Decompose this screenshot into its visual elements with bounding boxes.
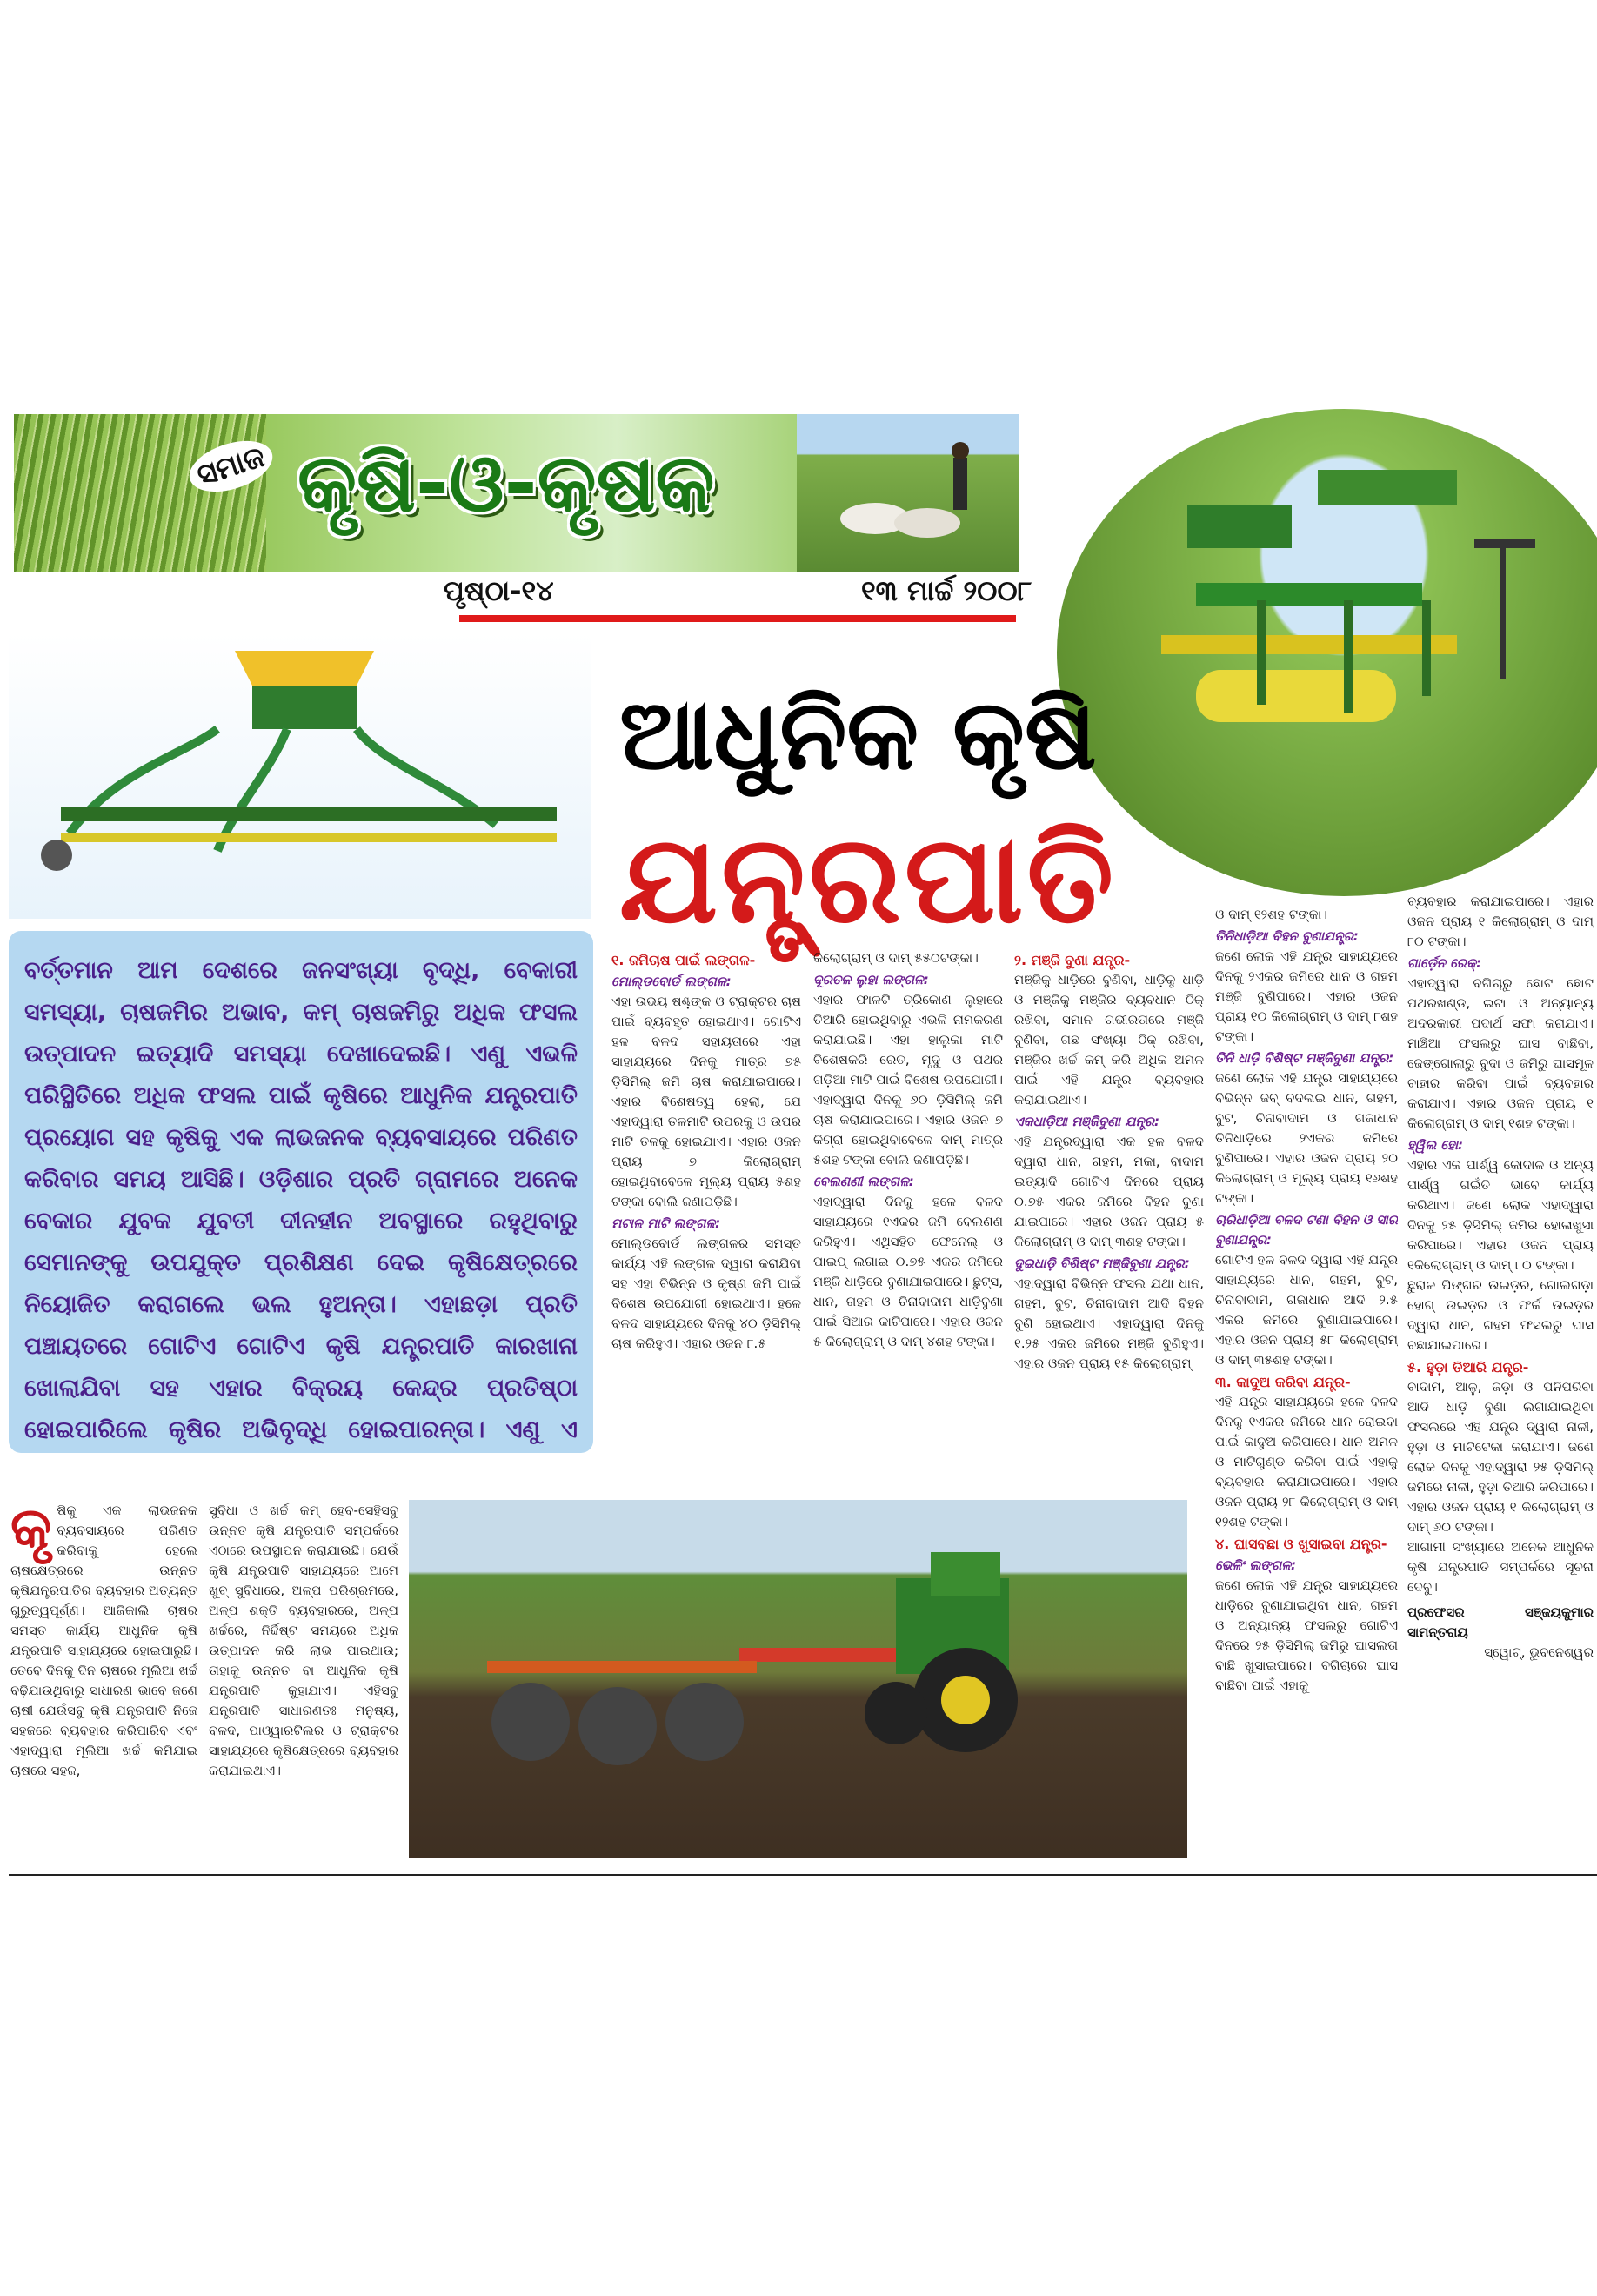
author-byline: ପ୍ରଫେସର ସଞ୍ଜୟକୁମାର ସାମନ୍ତରାୟ xyxy=(1407,1604,1594,1640)
article-column-5 xyxy=(1407,892,1594,1871)
page-number: ପୃଷ୍ଠା-୧୪ xyxy=(444,574,554,607)
section-heading: ୧. ଜମିଚାଷ ପାଇଁ ଲଙ୍ଗଳ- xyxy=(611,952,756,968)
article-column-4 xyxy=(1215,905,1398,1866)
paragraph: ଷିକୁ ଏକ ଲାଭଜନକ ବ୍ୟବସାୟରେ ପରିଣତ କରିବାକୁ ହେଲେ ଚାଷକ୍ଷେତ୍ରରେ ଉନ୍ନତ କୃଷିଯନ୍ତ୍ରପାତିର ବ୍ୟବହାର ଅତ୍ୟନ୍ତ ଗୁରୁତ୍ୱପୂର୍ଣ୍ଣ। ଆଜିକାଲି ଚାଷର ସମସ୍ତ କାର୍ଯ୍ୟ ଆଧୁନିକ କୃଷି ଯନ୍ତ୍ରପାତି ସାହାଯ୍ୟରେ ହୋଇପାରୁଛି। ତେବେ ଦିନକୁ ଦିନ ଚାଷରେ ମୂଲିଆ ଖର୍ଚ୍ଚ ବଢ଼ିଯାଉଥିବାରୁ ସାଧାରଣ ଭାବେ ଜଣେ ଚାଷୀ ଯେଉଁସବୁ କୃଷି ଯନ୍ତ୍ରପାତି ନିଜେ ସହଜରେ ବ୍ୟବହାର କରିପାରିବ ଏବଂ ଏହାଦ୍ୱାରା ମୂଲିଆ ଖର୍ଚ୍ଚ କମିଯାଇ ଚାଷରେ ସହଜ, xyxy=(10,1503,197,1778)
paragraph: ଜଣେ ଲୋକ ଏହି ଯନ୍ତ୍ର ସାହାଯ୍ୟରେ ଦିନକୁ ୨ଏକର ଜମିରେ ଧାନ ଓ ଗହମ ମଞ୍ଜି ବୁଣିପାରେ। ଏହାର ଓଜନ ପ୍ରାୟ ୧୦ କିଲୋଗ୍ରାମ୍ ଓ ଦାମ୍ ୮ଶହ ଟଙ୍କା। xyxy=(1215,948,1398,1044)
subheading: ବେଲଣଣୀ ଲଙ୍ଗଳ: xyxy=(813,1174,914,1189)
section-heading: ୪. ଘାସବଛା ଓ ଖୁସାଇବା ଯନ୍ତ୍ର- xyxy=(1215,1536,1387,1552)
paragraph: ବାଦାମ, ଆଳୁ, ଜଡ଼ା ଓ ପନିପରିବା ଆଦି ଧାଡ଼ି ବୁଣା ଲଗାଯାଇଥିବା ଫସଲରେ ଏହି ଯନ୍ତ୍ର ଦ୍ୱାରା ନାଳୀ, ହୁଡ଼ା ଓ ମାଟିଟେକା କରାଯାଏ। ଜଣେ ଲୋକ ଦିନକୁ ଏହାଦ୍ୱାରା ୨୫ ଡ଼ିସିମିଲ୍ ଜମିରେ ନାଳୀ, ହୁଡ଼ା ତିଆରି କରିପାରେ। ଏହାର ଓଜନ ପ୍ରାୟ ୧ କିଲୋଗ୍ରାମ୍ ଓ ଦାମ୍ ୬୦ ଟଙ୍କା। xyxy=(1407,1379,1594,1535)
headline-line-1: ଆଧୁନିକ କୃଷି xyxy=(619,679,1097,792)
headline-line-2: ଯନ୍ତ୍ରପାତି xyxy=(619,809,1118,951)
section-heading: ୫. ହୁଡ଼ା ତିଆରି ଯନ୍ତ୍ର- xyxy=(1407,1359,1529,1376)
subheading: ଗାର୍ଡ଼େନ ରେକ୍: xyxy=(1407,955,1482,971)
paragraph: ଜଣେ ଲୋକ ଏହି ଯନ୍ତ୍ର ସାହାଯ୍ୟରେ ବିଭିନ୍ନ ଜବ୍ ବଦଳାଇ ଧାନ, ଗହମ, ବୁଟ, ଚିନାବାଦାମ ଓ ଗଜାଧାନ ତିନିଧାଡ଼ିରେ ୨ଏକର ଜମିରେ ବୁଣିପାରେ। ଏହାର ଓଜନ ପ୍ରାୟ ୨୦ କିଲୋଗ୍ରାମ୍ ଓ ମୂଲ୍ୟ ପ୍ରାୟ ୧୬ଶହ ଟଙ୍କା। xyxy=(1215,1070,1398,1206)
cultivator-photo xyxy=(1057,409,1597,896)
paragraph: ଏହା ଉଭୟ ଷଣ୍ଢ଼ଙ୍କ ଓ ଟ୍ରାକ୍ଟର ଚାଷ ପାଇଁ ବ୍ୟବହୃତ ହୋଇଥାଏ। ଗୋଟିଏ ହଳ ବଳଦ ସହାୟତାରେ ଏହା ସାହାଯ୍ୟରେ ଦିନକୁ ମାତ୍ର ୭୫ ଡ଼ିସିମିଲ୍ ଜମି ଚାଷ କରାଯାଇପାରେ। ଏହାର ବିଶେଷତ୍ୱ ହେଲା, ଯେ ଏହାଦ୍ୱାରା ତଳମାଟି ଉପରକୁ ଓ ଉପର ମାଟି ତଳକୁ ହୋଇଯାଏ। ଏହାର ଓଜନ ପ୍ରାୟ ୭ କିଲୋଗ୍ରାମ୍ ହୋଇଥିବାବେଳେ ମୂଲ୍ୟ ପ୍ରାୟ ୫ଶହ ଟଙ୍କା ବୋଲି ଜଣାପଡ଼ିଛି। xyxy=(611,994,801,1209)
newspaper-brand: ସମାଜ xyxy=(183,432,278,501)
paragraph: ଏହି ଯନ୍ତ୍ର ସାହାଯ୍ୟରେ ହଳେ ବଳଦ ଦିନକୁ ୧ଏକର ଜମିରେ ଧାନ ରୋଇବା ପାଇଁ କାଦୁଅ କରିପାରେ। ଧାନ ଅମଳ ଓ ମାଟିଗୁଣ୍ଡ କରିବା ପାଇଁ ଏହାକୁ ବ୍ୟବହାର କରାଯାଇପାରେ। ଏହାର ଓଜନ ପ୍ରାୟ ୨୮ କିଲୋଗ୍ରାମ୍ ଓ ଦାମ୍ ୧୨ଶହ ଟଙ୍କା। xyxy=(1215,1394,1398,1530)
subheading: ଏକଧାଡ଼ିଆ ମଞ୍ଜିବୁଣା ଯନ୍ତ୍ର: xyxy=(1014,1114,1160,1129)
paragraph: ମୋଲ୍ଡବୋର୍ଡ ଲଙ୍ଗଳର ସମସ୍ତ କାର୍ଯ୍ୟ ଏହି ଲଙ୍ଗଳ ଦ୍ୱାରା କରାଯିବା ସହ ଏହା ବିଭିନ୍ନ ଓ କୃଷ୍ଣ ଜମି ପାଇଁ ବିଶେଷ ଉପଯୋଗୀ ହୋଇଥାଏ। ହଳେ ବଳଦ ସାହାଯ୍ୟରେ ଦିନକୁ ୪୦ ଡ଼ିସିମିଲ୍ ଚାଷ କରିହୁଏ। ଏହାର ଓଜନ ୮.୫ xyxy=(611,1235,801,1351)
header-divider xyxy=(459,615,1016,622)
ploughing-field-image xyxy=(797,414,1019,572)
author-place: ସ୍ୱୋଟ୍, ଭୁବନେଶ୍ୱର xyxy=(1484,1644,1594,1660)
paragraph: ଓ ଦାମ୍ ୧୨ଶହ ଟଙ୍କା। xyxy=(1215,907,1327,922)
paddy-crop-image xyxy=(14,414,266,572)
paragraph: ଏହାର ଏକ ପାର୍ଶ୍ୱ କୋଦାଳ ଓ ଅନ୍ୟ ପାର୍ଶ୍ୱ ଗଇଁତି ଭାବେ କାର୍ଯ୍ୟ କରିଥାଏ। ଜଣେ ଲୋକ ଏହାଦ୍ୱାରା ଦିନକୁ ୨୫ ଡ଼ିସିମିଲ୍ ଜମିର ହୋଳାଖୁସା କରିପାରେ। ଏହାର ଓଜନ ପ୍ରାୟ ୧କିଲୋଗ୍ରାମ୍ ଓ ଦାମ୍ ୮୦ ଟଙ୍କା। xyxy=(1407,1157,1594,1273)
paragraph: ମଞ୍ଜିକୁ ଧାଡ଼ିରେ ବୁଣିବା, ଧାଡ଼ିକୁ ଧାଡ଼ି ଓ ମଞ୍ଜିକୁ ମଞ୍ଜିର ବ୍ୟବଧାନ ଠିକ୍ ରଖିବା, ସମାନ ଗଭୀରତାରେ ମଞ୍ଜି ବୁଣିବା, ଗଛ ସଂଖ୍ୟା ଠିକ୍ ରଖିବା, ମଞ୍ଜିର ଖର୍ଚ୍ଚ କମ୍ କରି ଅଧିକ ଅମଳ ପାଇଁ ଏହି ଯନ୍ତ୍ର ବ୍ୟବହାର କରାଯାଇଥାଏ। xyxy=(1014,972,1204,1108)
masthead-banner xyxy=(14,414,1019,572)
subheading: ତିନିଧାଡ଼ିଆ ବିହନ ବୁଣାଯନ୍ତ୍ର: xyxy=(1215,928,1359,944)
subheading: ମୋଲ୍ଡବୋର୍ଡ ଲଙ୍ଗଳ: xyxy=(611,974,732,989)
paragraph: କିଲୋଗ୍ରାମ୍ ଓ ଦାମ୍ ୫୫୦ଟଙ୍କା। xyxy=(813,950,979,966)
seed-drill-illustration xyxy=(9,633,591,919)
paragraph: ବ୍ୟବହାର କରାଯାଇପାରେ। ଏହାର ଓଜନ ପ୍ରାୟ ୧ କିଲୋଗ୍ରାମ୍ ଓ ଦାମ୍ ୮୦ ଟଙ୍କା। xyxy=(1407,894,1594,949)
cultivator-illustration xyxy=(1057,409,1597,896)
tractor-disc-harrow-photo xyxy=(409,1500,1187,1858)
drop-cap: କୃ xyxy=(10,1501,52,1561)
intro-box xyxy=(9,931,593,1453)
paragraph: ଏହାଦ୍ୱାରା ବିଭିନ୍ନ ଫସଲ ଯଥା ଧାନ, ଗହମ, ବୁଟ, ଚିନାବାଦାମ ଆଦି ବିହନ ବୁଣି ହୋଇଥାଏ। ଏହାଦ୍ୱାରା ଦିନକୁ ୧.୨୫ ଏକର ଜମିରେ ମଞ୍ଜି ବୁଣିହୁଏ। ଏହାର ଓଜନ ପ୍ରାୟ ୧୫ କିଲୋଗ୍ରାମ୍ xyxy=(1014,1275,1204,1371)
article-column-1 xyxy=(611,948,801,1501)
article-column-2 xyxy=(813,948,1003,1501)
subheading: ଦୂରତଳ ଲୁହା ଲଙ୍ଗଳ: xyxy=(813,972,929,987)
issue-date: ୧୩ ମାର୍ଚ୍ଚ ୨୦୦୮ xyxy=(861,574,1032,607)
subheading: ଦୁଇଧାଡ଼ି ବିଶିଷ୍ଟ ମଞ୍ଜିବୁଣା ଯନ୍ତ୍ର: xyxy=(1014,1255,1190,1271)
page-bottom-rule xyxy=(9,1874,1597,1876)
bottom-column-1 xyxy=(10,1501,197,1866)
subheading: ତିନି ଧାଡ଼ି ବିଶିଷ୍ଟ ମଞ୍ଜିବୁଣା ଯନ୍ତ୍ର: xyxy=(1215,1050,1394,1066)
section-heading: ୩. କାଦୁଅ କରିବା ଯନ୍ତ୍ର- xyxy=(1215,1374,1351,1390)
section-title: କୃଷି-ଓ-କୃଷକ xyxy=(297,437,715,530)
subheading: ହ୍ୱିଲ ହୋ: xyxy=(1407,1137,1464,1153)
paragraph: ଏହାର ଫାଳଟି ତ୍ରିକୋଣ ଲୁହାରେ ତିଆରି ହୋଇଥିବାରୁ ଏଭଳି ନାମକରଣ କରାଯାଇଛି। ଏହା ହାଲୁକା ମାଟି ବିଶେଷକରି ରେତ, ମୃଦୁ ଓ ପଥର ଗଡ଼ିଆ ମାଟି ପାଇଁ ବିଶେଷ ଉପଯୋଗୀ। ଏହାଦ୍ୱାରା ଦିନକୁ ୬୦ ଡ଼ିସିମିଲ୍ ଜମି ଚାଷ କରାଯାଇପାରେ। ଏହାର ଓଜନ ୭ କିଗ୍ରା ହୋଇଥିବାବେଳେ ଦାମ୍ ମାତ୍ର ୫ଶହ ଟଙ୍କା ବୋଲି ଜଣାପଡ଼ିଛି। xyxy=(813,992,1003,1168)
paragraph: ଏହାଦ୍ୱାରା ବଗିଚାରୁ ଛୋଟ ଛୋଟ ପଥରଖଣ୍ଡ, ଇଟା ଓ ଅନ୍ୟାନ୍ୟ ଅଦରକାରୀ ପଦାର୍ଥ ସଫା କରାଯାଏ। ମାଞ୍ଚିଆ ଫସଲରୁ ଘାସ ବାଛିବା, ଜେଙ୍ଗୋଲାରୁ ବୁଦା ଓ ଜମିରୁ ଘାସମୂଳ ବାହାର କରିବା ପାଇଁ ବ୍ୟବହାର କରାଯାଏ। ଏହାର ଓଜନ ପ୍ରାୟ ୧ କିଲୋଗ୍ରାମ୍ ଓ ଦାମ୍ ୧ଶହ ଟଙ୍କା। xyxy=(1407,975,1594,1131)
subheading: ଚାରିଧାଡ଼ିଆ ବଳଦ ଟଣା ବିହନ ଓ ସାର ବୁଣାଯନ୍ତ୍ର: xyxy=(1215,1212,1398,1248)
paragraph: ଗୋଟିଏ ହଳ ବଳଦ ଦ୍ୱାରା ଏହି ଯନ୍ତ୍ର ସାହାଯ୍ୟରେ ଧାନ, ଗହମ, ବୁଟ, ଚିନାବାଦାମ, ଗଜାଧାନ ଆଦି ୨.୫ ଏକର ଜମିରେ ବୁଣାଯାଇପାରେ। ଏହାର ଓଜନ ପ୍ରାୟ ୫୮ କିଲୋଗ୍ରାମ୍ ଓ ଦାମ୍ ୩୫ଶହ ଟଙ୍କା। xyxy=(1215,1252,1398,1368)
paragraph: ଆଗାମୀ ସଂଖ୍ୟାରେ ଅନେକ ଆଧୁନିକ କୃଷି ଯନ୍ତ୍ରପାତି ସମ୍ପର୍କରେ ସୂଚନା ଦେବୁ। xyxy=(1407,1539,1594,1595)
subheading: ମଟାଳ ମାଟି ଲଙ୍ଗଳ: xyxy=(611,1215,721,1231)
section-heading: ୨. ମଞ୍ଜି ବୁଣା ଯନ୍ତ୍ର- xyxy=(1014,952,1131,968)
paragraph: ସୁବିଧା ଓ ଖର୍ଚ୍ଚ କମ୍ ହେବ-ସେହିସବୁ ଉନ୍ନତ କୃଷି ଯନ୍ତ୍ରପାତି ସମ୍ପର୍କରେ ଏଠାରେ ଉପସ୍ଥାପନ କରାଯାଉଛି। ଯେଉଁ କୃଷି ଯନ୍ତ୍ରପାତି ସାହାଯ୍ୟରେ ଆମେ ଖୁବ୍ ସୁବିଧାରେ, ଅଳ୍ପ ପରିଶ୍ରମରେ, ଅଳ୍ପ ଶକ୍ତି ବ୍ୟବହାରରେ, ଅଳ୍ପ ଖର୍ଚ୍ଚରେ, ନିର୍ଦ୍ଦିଷ୍ଟ ସମୟରେ ଅଧିକ ଉତ୍ପାଦନ କରି ଲାଭ ପାଇଥାଉ; ତାହାକୁ ଉନ୍ନତ ବା ଆଧୁନିକ କୃଷି ଯନ୍ତ୍ରପାତି କୁହାଯାଏ। ଏହିସବୁ ଯନ୍ତ୍ରପାତି ସାଧାରଣତଃ ମନୁଷ୍ୟ, ବଳଦ, ପାଓ୍ୱାରଟିଲର ଓ ଟ୍ରାକ୍ଟର ସାହାଯ୍ୟରେ କୃଷିକ୍ଷେତ୍ରରେ ବ୍ୟବହାର କରାଯାଇଥାଏ। xyxy=(209,1503,398,1778)
paragraph: ଜଣେ ଲୋକ ଏହି ଯନ୍ତ୍ର ସାହାଯ୍ୟରେ ଧାଡ଼ିରେ ବୁଣାଯାଇଥିବା ଧାନ, ଗହମ ଓ ଅନ୍ୟାନ୍ୟ ଫସଲରୁ ଗୋଟିଏ ଦିନରେ ୨୫ ଡ଼ିସିମିଲ୍ ଜମିରୁ ଘାସଲତା ବାଛି ଖୁସାଇପାରେ। ବଗିଚାରେ ଘାସ ବାଛିବା ପାଇଁ ଏହାକୁ xyxy=(1215,1577,1398,1693)
subheading: ଭେଳିଂ ଲଙ୍ଗଳ: xyxy=(1215,1557,1297,1573)
seed-drill-photo xyxy=(9,633,591,919)
paragraph: ଏହାଦ୍ୱାରା ଦିନକୁ ହଳେ ବଳଦ ସାହାଯ୍ୟରେ ୧ଏକର ଜମି ବେଲଣଣ କରିହୁଏ। ଏଥିସହିତ ଫେନେଲ୍ ଓ ପାଇପ୍ ଲଗାଇ ୦.୭୫ ଏକର ଜମିରେ ମଞ୍ଜି ଧାଡ଼ିରେ ବୁଣାଯାଇପାରେ। ଛୁଟ୍ସ, ଧାନ, ଗହମ ଓ ଚିନାବାଦାମ ଧାଡ଼ିବୁଣା ପାଇଁ ସିଆର କାଟିପାରେ। ଏହାର ଓଜନ ୫ କିଲୋଗ୍ରାମ୍ ଓ ଦାମ୍ ୪ଶହ ଟଙ୍କା। xyxy=(813,1194,1003,1349)
tractor-illustration xyxy=(409,1500,1187,1858)
article-column-3 xyxy=(1014,948,1204,1496)
intro-text: ବର୍ତ୍ତମାନ ଆମ ଦେଶରେ ଜନସଂଖ୍ୟା ବୃଦ୍ଧି, ବେକାରୀ ସମସ୍ୟା, ଚାଷଜମିର ଅଭାବ, କମ୍ ଚାଷଜମିରୁ ଅଧିକ ଫସଲ ଉତ୍ପାଦନ ଇତ୍ୟାଦି ସମସ୍ୟା ଦେଖାଦେଇଛି। ଏଣୁ ଏଭଳି ପରିସ୍ଥିତିରେ ଅଧିକ ଫସଲ ପାଇଁ କୃଷିରେ ଆଧୁନିକ ଯନ୍ତ୍ରପାତି ପ୍ରୟୋଗ ସହ କୃଷିକୁ ଏକ ଲାଭଜନକ ବ୍ୟବସାୟରେ ପରିଣତ କରିବାର ସମୟ ଆସିଛି। ଓଡ଼ିଶାର ପ୍ରତି ଗ୍ରାମରେ ଅନେକ ବେକାର ଯୁବକ ଯୁବତୀ ଦୀନହୀନ ଅବସ୍ଥାରେ ରହୁଥିବାରୁ ସେମାନଙ୍କୁ ଉପଯୁକ୍ତ ପ୍ରଶିକ୍ଷଣ ଦେଇ କୃଷିକ୍ଷେତ୍ରରେ ନିୟୋଜିତ କରାଗଲେ ଭଲ ହୁଅନ୍ତା। ଏହାଛଡ଼ା ପ୍ରତି ପଞ୍ଚାୟତରେ ଗୋଟିଏ ଗୋଟିଏ କୃଷି ଯନ୍ତ୍ରପାତି କାରଖାନା ଖୋଲାଯିବା ସହ ଏହାର ବିକ୍ରୟ କେନ୍ଦ୍ର ପ୍ରତିଷ୍ଠା ହୋଇପାରିଲେ କୃଷିର ଅଭିବୃଦ୍ଧି ହୋଇପାରନ୍ତା। ଏଣୁ ଏ xyxy=(24,957,578,1443)
bullock-plough-illustration xyxy=(797,414,1019,572)
bottom-column-2 xyxy=(209,1501,398,1866)
paragraph: ଛୁରାଳ ପିଙ୍ଗର ଉଇଡ଼ର, ଗୋଲଗଡ଼ା ହୋଗ୍ ଉଇଡ଼ର ଓ ଫର୍କ ଉଇଡ଼ର ଦ୍ୱାରା ଧାନ, ଗହମ ଫସଲରୁ ଘାସ ବଛାଯାଇପାରେ। xyxy=(1407,1277,1594,1353)
paragraph: ଏହି ଯନ୍ତ୍ରଦ୍ୱାରା ଏକ ହଳ ବଳଦ ଦ୍ୱାରା ଧାନ, ଗହମ, ମକା, ବାଦାମ ଇତ୍ୟାଦି ଗୋଟିଏ ଦିନରେ ପ୍ରାୟ ୦.୭୫ ଏକର ଜମିରେ ବିହନ ବୁଣା ଯାଇପାରେ। ଏହାର ଓଜନ ପ୍ରାୟ ୫ କିଲୋଗ୍ରାମ୍ ଓ ଦାମ୍ ୩ଶହ ଟଙ୍କା। xyxy=(1014,1134,1204,1249)
